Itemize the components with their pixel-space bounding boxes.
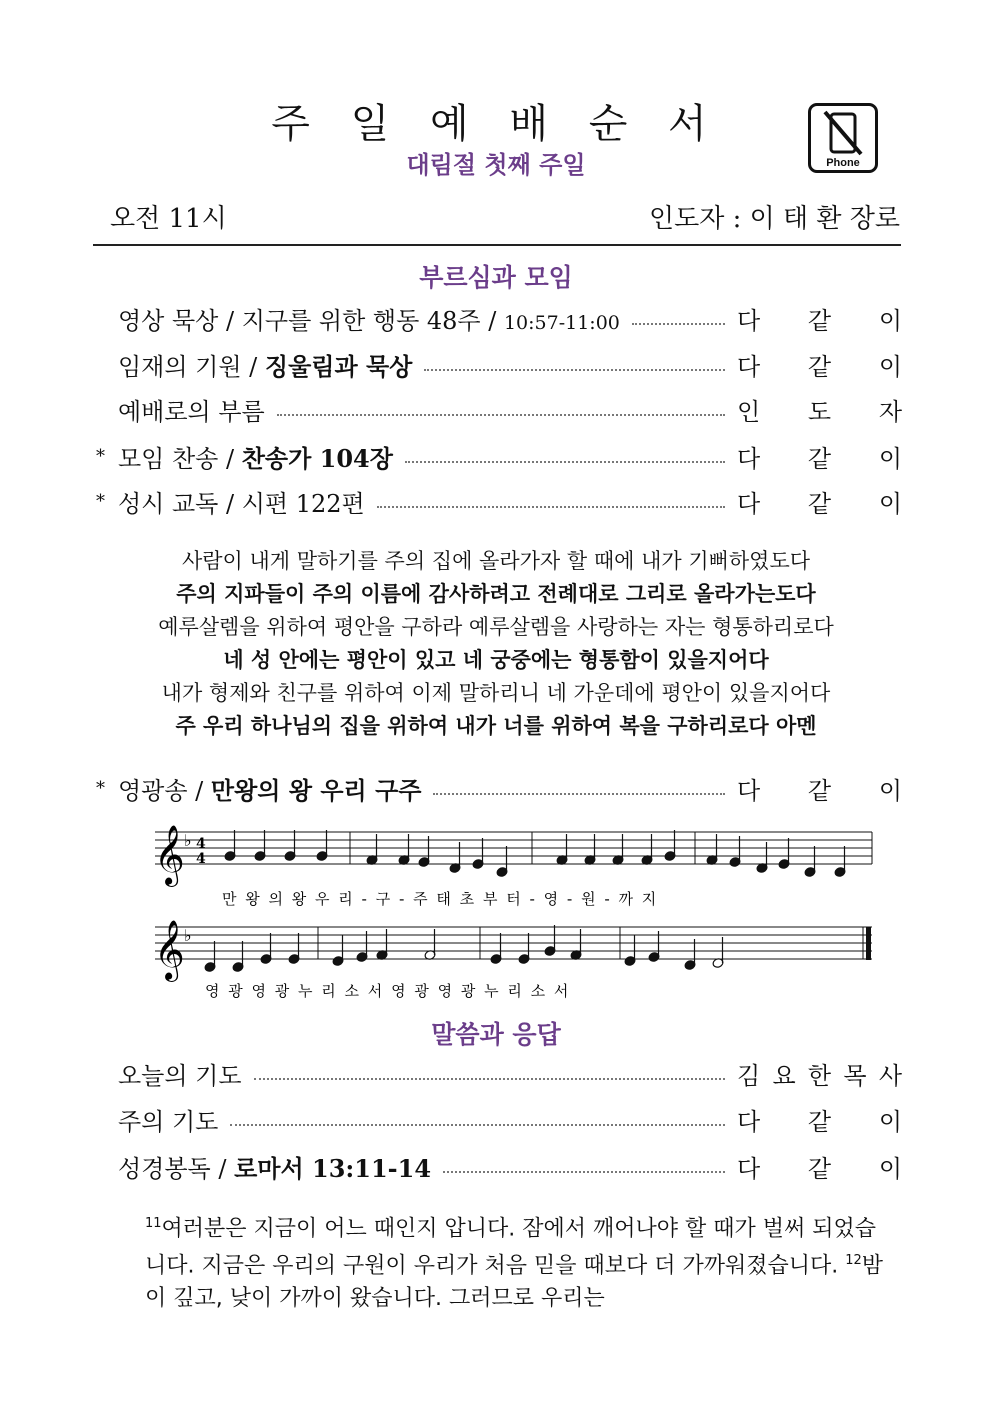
verse-number: 12 (845, 1253, 862, 1269)
required-star: * (96, 777, 105, 799)
svg-text:4: 4 (196, 836, 206, 852)
required-star: * (96, 445, 105, 467)
program-item (96, 391, 902, 427)
psalm-line: 내가 형제와 친구를 위하여 이제 말하리니 네 가운데에 평안이 있을지어다 (161, 681, 831, 705)
program-item (96, 1148, 902, 1184)
required-star: * (96, 490, 105, 512)
dot-leader (433, 793, 725, 795)
item-label: 오늘의 기도 (118, 1061, 242, 1090)
item-responsible: 다 같 이 (737, 306, 902, 335)
no-phone-icon (808, 103, 878, 173)
program-item (96, 346, 902, 382)
lyrics-line-1: 만 왕 의 왕 우 리 - 구 - 주 태 초 부 터 - 영 - 원 - 까 지 (222, 890, 659, 908)
dot-leader (230, 1124, 725, 1126)
dot-leader (377, 506, 725, 508)
lyrics-line-2: 영 광 영 광 누 리 소 서 영 광 영 광 누 리 소 서 (205, 982, 571, 1000)
verse-text: 밤이 깊고, 낮이 가까이 왔습니다. 그러므로 우리는 (145, 1253, 884, 1311)
section-title-gathering: 부르심과 모임 (419, 263, 573, 292)
item-time: 10:57-11:00 (503, 311, 620, 334)
item-responsible: 다 같 이 (737, 1154, 902, 1183)
item-label: 성시 교독 / 시편 122편 (118, 489, 365, 518)
program-item-gloria (96, 770, 902, 806)
dot-leader (443, 1171, 725, 1173)
psalm-reading (90, 545, 902, 743)
program-item (96, 483, 902, 519)
item-responsible: 다 같 이 (737, 444, 902, 473)
psalm-line: 주 우리 하나님의 집을 위하여 내가 너를 위하여 복을 구하리로다 아멘 (175, 714, 817, 738)
page-title: 주 일 예 배 순 서 (271, 101, 721, 147)
program-item (96, 438, 902, 474)
service-leader: 인도자 : 이 태 환 장로 (648, 204, 900, 234)
item-title: 만왕의 왕 우리 구주 (210, 775, 422, 805)
verse-number: 11 (145, 1216, 162, 1231)
item-title: 로마서 13:11-14 (234, 1153, 432, 1183)
treble-clef-icon: 𝄞 (154, 920, 185, 980)
item-responsible: 인 도 자 (737, 397, 902, 426)
treble-clef-icon: 𝄞 (154, 825, 185, 885)
item-label: 주의 기도 (118, 1107, 219, 1136)
item-label: 예배로의 부름 (118, 397, 265, 426)
verse-text: 여러분은 지금이 어느 때인지 압니다. 잠에서 깨어나야 할 때가 벌써 되었습니다. 지금은 우리의 구원이 우리가 처음 믿을 때보다 더 가까워졌습니다. (145, 1216, 877, 1279)
dot-leader (277, 414, 725, 416)
item-label: 영광송 / (118, 776, 211, 805)
item-responsible: 다 같 이 (737, 489, 902, 518)
psalm-line: 네 성 안에는 평안이 있고 네 궁중에는 형통함이 있을지어다 (223, 648, 769, 672)
program-item (96, 1055, 902, 1091)
item-responsible: 다 같 이 (737, 776, 902, 805)
service-time: 오전 11시 (110, 204, 227, 234)
psalm-line: 주의 지파들이 주의 이름에 감사하려고 전례대로 그리로 올라가는도다 (176, 582, 816, 606)
item-label: 임재의 기원 / 징울림과 묵상 (118, 351, 413, 381)
psalm-line: 예루살렘을 위하여 평안을 구하라 예루살렘을 사랑하는 자는 형통하리로다 (158, 615, 834, 639)
section-title-word: 말씀과 응답 (431, 1020, 561, 1049)
item-responsible: 김 요 한 목 사 (737, 1061, 902, 1090)
phone-icon-label: Phone (826, 157, 860, 169)
item-title: 징울림과 묵상 (264, 351, 413, 381)
item-responsible: 다 같 이 (737, 1107, 902, 1136)
page-subtitle: 대림절 첫째 주일 (406, 151, 586, 179)
item-responsible: 다 같 이 (737, 352, 902, 381)
svg-text:♭: ♭ (184, 831, 192, 850)
dot-leader (424, 369, 725, 371)
item-title: 찬송가 104장 (241, 443, 393, 473)
program-item (96, 1101, 902, 1137)
scripture-text (145, 1208, 885, 1315)
item-label: 영상 묵상 / 지구를 위한 행동 48주 / 10:57-11:00 (118, 306, 620, 335)
psalm-line: 사람이 내게 말하기를 주의 집에 올라가자 할 때에 내가 기뻐하였도다 (181, 549, 811, 573)
svg-text:♭: ♭ (184, 926, 192, 945)
dot-leader (632, 323, 725, 325)
dot-leader (254, 1078, 725, 1080)
hymn-score (150, 822, 880, 1012)
header-divider (93, 244, 901, 246)
svg-text:4: 4 (196, 851, 206, 867)
item-label: 모임 찬송 / 찬송가 104장 (118, 443, 393, 473)
dot-leader (405, 461, 725, 463)
item-label: 성경봉독 / 로마서 13:11-14 (118, 1153, 432, 1183)
program-item (96, 300, 902, 336)
